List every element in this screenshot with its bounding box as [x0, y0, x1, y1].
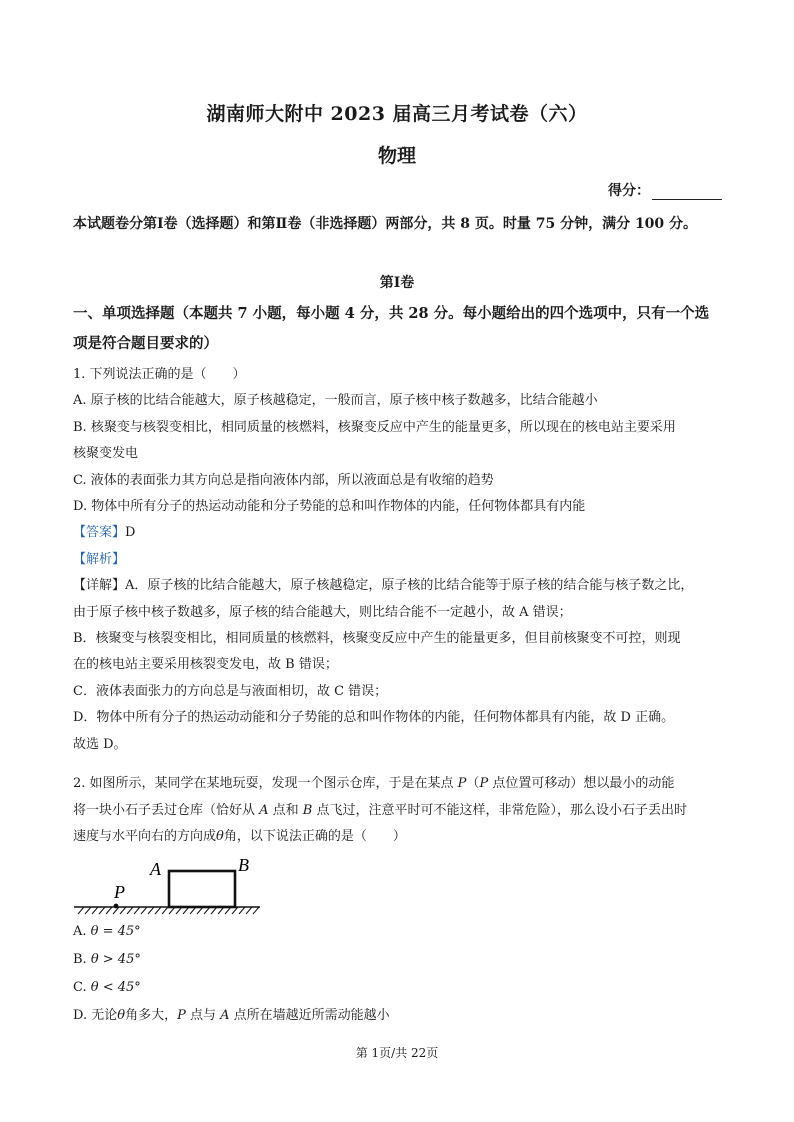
detail-a-cont: 由于原子核中核子数越多，原子核的结合能越大，则比结合能不一定越小，故 A 错误；: [73, 604, 572, 620]
detail-d: D．物体中所有分子的热运动动能和分子势能的总和叫作物体的内能，任何物体都具有内能，故 D 正确。: [73, 710, 675, 726]
warehouse-box: [169, 871, 235, 907]
q2-option-b: [73, 946, 723, 974]
q2-text: 将一块小石子丢过仓库（恰好从: [73, 802, 260, 818]
q2-text: （: [466, 776, 480, 791]
section-heading: 一、单项选择题（本题共 7 小题，每小题 4 分，共 28 分。每小题给出的四个选项中，只有一个选项是符合题目要求的）: [73, 305, 710, 352]
detail-c: C．液体表面张力的方向总是与液面相切，故 C 错误；: [73, 683, 388, 699]
q1-option-b-cont: 核聚变发电: [73, 446, 139, 462]
score-blank: [652, 184, 722, 200]
q2-text: 点飞过，注意平时可不能这样，非常危险），那么设小石子丢出时: [312, 802, 687, 818]
question-1: [73, 362, 723, 758]
subject-title: 物理: [377, 145, 416, 167]
option-text: D. 无论: [73, 1008, 118, 1023]
option-text: 点与: [185, 1008, 221, 1023]
var-a: A: [220, 1008, 230, 1023]
hatch-mark: [85, 907, 91, 914]
label-a: A: [150, 859, 161, 879]
q1-stem: 1. 下列说法正确的是（ ）: [73, 367, 246, 382]
analysis-tag: 【解析】: [73, 551, 126, 567]
answer-value: D: [125, 525, 136, 541]
hatch-mark: [134, 907, 140, 914]
detail-b: B．核聚变与核裂变相比，相同质量的核燃料，核聚变反应中产生的能量更多，但目前核聚变不可控，则现: [73, 631, 681, 647]
q1-option-a: A. 原子核的比结合能越大，原子核越稳定，一般而言，原子核中核子数越多，比结合能越小: [73, 393, 598, 409]
label-b: B: [238, 855, 249, 875]
hatch-mark: [246, 907, 252, 914]
hatch-mark: [106, 907, 112, 914]
hatch-mark: [99, 907, 105, 914]
option-expr: θ = 45°: [90, 924, 141, 939]
hatch-mark: [148, 907, 154, 914]
q2-stem-line-2: [73, 798, 723, 825]
q2-text: 速度与水平向右的方向成: [73, 829, 217, 844]
q1-option-c: C. 液体的表面张力其方向总是指向液体内部，所以液面总是有收缩的趋势: [73, 472, 494, 488]
hatch-mark: [253, 907, 259, 914]
warehouse-figure: [70, 854, 270, 916]
point-p-dot: [114, 904, 119, 909]
detail-a: [73, 573, 723, 599]
volume-label: 第Ⅰ卷: [379, 275, 415, 291]
answer-tag: 【答案】: [73, 525, 126, 541]
q2-text: 角，以下说法正确的是（ ）: [223, 829, 406, 844]
var-theta: θ: [117, 1008, 126, 1023]
var-p: P: [177, 1008, 186, 1023]
q2-text: 点和: [268, 802, 303, 818]
q2-stem-line-1: [73, 771, 723, 798]
var-p: P: [479, 776, 489, 791]
warehouse-diagram: [70, 854, 270, 916]
q1-option-d: D. 物体中所有分子的热运动动能和分子势能的总和叫作物体的内能，任何物体都具有内能: [73, 499, 586, 515]
hatch-mark: [127, 907, 133, 914]
exam-title: 湖南师大附中 2023 届高三月考试卷（六）: [206, 103, 588, 125]
hatch-mark: [239, 907, 245, 914]
var-p: P: [457, 776, 467, 791]
option-letter: A.: [73, 924, 91, 939]
detail-a-text: A．原子核的比结合能越大，原子核越稳定，原子核的比结合能等于原子核的结合能与核子数之比，: [125, 578, 694, 594]
label-p: P: [114, 882, 125, 902]
q2-text: 点位置可移动）想以最小的动能: [488, 776, 675, 791]
detail-tag: 【详解】: [73, 578, 126, 594]
option-expr: θ < 45°: [90, 980, 141, 995]
hatch-mark: [92, 907, 98, 914]
hatch-mark: [141, 907, 147, 914]
score-field: [608, 180, 722, 200]
q1-answer: [73, 520, 723, 546]
page-footer: 第 1页/共 22页: [355, 1046, 439, 1060]
q2-options: [73, 918, 723, 1030]
option-letter: C.: [73, 980, 91, 995]
option-expr: θ > 45°: [90, 952, 141, 967]
q2-text: 2. 如图所示，某同学在某地玩耍，发现一个图示仓库，于是在某点: [73, 776, 458, 791]
option-text: 角多大，: [125, 1008, 178, 1023]
option-text: 点所在墙越近所需动能越小: [229, 1008, 390, 1023]
exam-intro: 本试题卷分第Ⅰ卷（选择题）和第Ⅱ卷（非选择题）两部分，共 8 页。时量 75 分钟，满分 100 分。: [73, 216, 698, 232]
var-b: B: [302, 802, 313, 818]
detail-b-cont: 在的核电站主要采用核裂变发电，故 B 错误；: [73, 657, 338, 673]
hatch-mark: [155, 907, 161, 914]
question-2: [73, 771, 723, 851]
hatch-mark: [120, 907, 126, 914]
var-theta: θ: [216, 829, 224, 844]
hatch-mark: [78, 907, 84, 914]
q2-option-d: [73, 1002, 723, 1030]
q2-option-c: [73, 974, 723, 1002]
hatch-mark: [162, 907, 168, 914]
score-label: 得分：: [608, 183, 650, 199]
q2-stem-line-3: [73, 824, 723, 851]
q1-option-b: B. 核聚变与核裂变相比，相同质量的核燃料，核聚变反应中产生的能量更多，所以现在的核电站主要采用: [73, 419, 676, 435]
option-letter: B.: [73, 952, 91, 967]
var-a: A: [259, 802, 269, 818]
q2-option-a: [73, 918, 723, 946]
detail-conclusion: 故选 D。: [73, 736, 127, 752]
